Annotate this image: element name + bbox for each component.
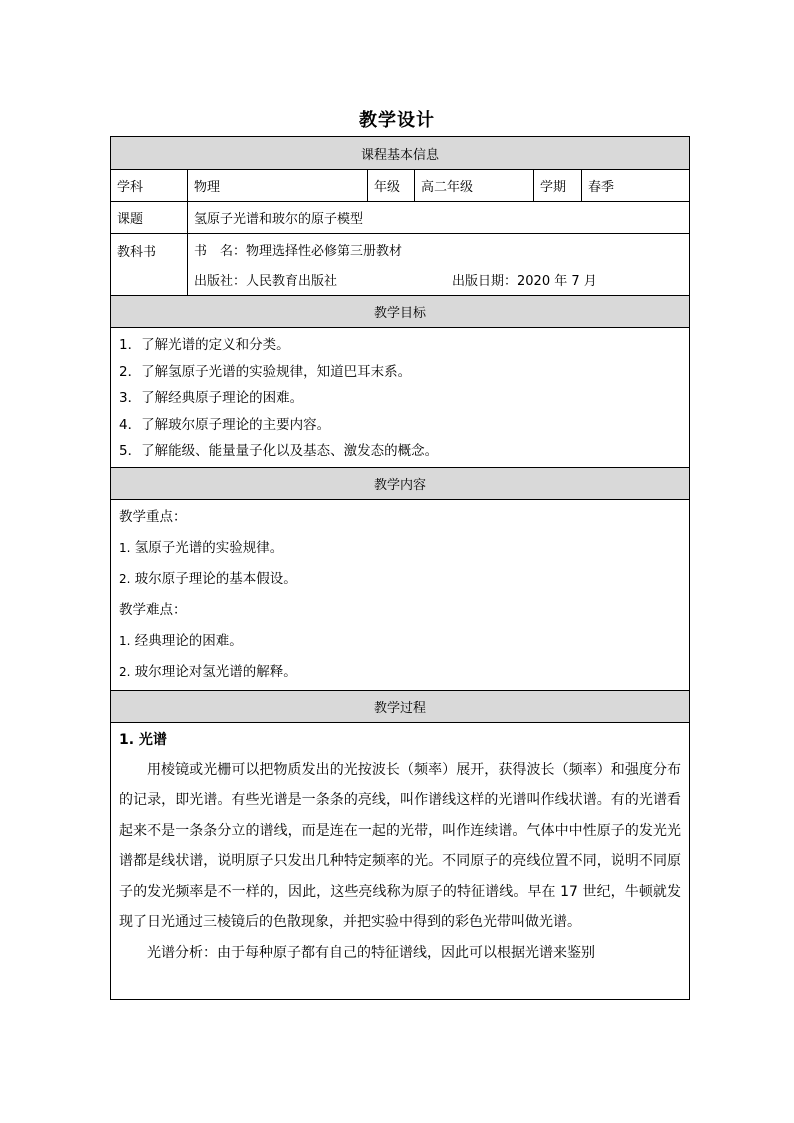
difficult-point-item: 2. 玻尔理论对氢光谱的解释。 — [119, 663, 297, 680]
process-paragraph: 光谱分析：由于每种原子都有自己的特征谱线，因此可以根据光谱来鉴别 — [147, 944, 595, 961]
goal-item: 4．了解玻尔原子理论的主要内容。 — [119, 416, 331, 433]
key-point-item: 2. 玻尔原子理论的基本假设。 — [119, 570, 297, 587]
goal-item: 5．了解能级、能量量子化以及基态、激发态的概念。 — [119, 443, 439, 459]
process-body — [111, 723, 689, 999]
difficult-points-label: 教学难点： — [119, 601, 187, 618]
grade-label: 年级 — [367, 170, 414, 201]
content-list — [111, 500, 689, 690]
goal-item: 3．了解经典原子理论的困难。 — [119, 390, 304, 406]
process-heading: 1. 光谱 — [119, 731, 167, 748]
publisher-line — [194, 265, 683, 295]
term-label: 学期 — [533, 170, 581, 201]
subject-value: 物理 — [187, 170, 367, 201]
info-row-textbook — [111, 233, 689, 295]
goal-item: 1．了解光谱的定义和分类。 — [119, 337, 290, 353]
content-section — [111, 499, 689, 690]
subject-label: 学科 — [117, 180, 144, 195]
key-point-item: 1. 氢原子光谱的实验规律。 — [119, 539, 284, 556]
publish-date: 出版日期：2020 年 7 月 — [452, 274, 597, 289]
textbook-label: 教科书 — [117, 245, 157, 260]
process-paragraph: 用棱镜或光栅可以把物质发出的光按波长（频率）展开，获得波长（频率）和强度分布的记录，即光谱。有些光谱是一条条的亮线，叫作谱线这样的光谱叫作线状谱。有的光谱看起来不是一条条分立的谱线，而是连在一起的光带，叫作连续谱。气体中中性原子的发光光谱都是线状谱，说明原子只发出几种特定频率的光。不同原子的亮线位置不同，说明不同原子的发光频率是不一样的，因此，这些亮线称为原子的特征谱线。早在 17 世纪，牛顿就发现了日光通过三棱镜后的色散现象，并把实验中得到的彩色光带叫做光谱。 — [119, 761, 681, 930]
textbook-details — [187, 234, 689, 295]
topic-label: 课题 — [117, 212, 144, 227]
info-row-subject — [111, 169, 689, 201]
process-section — [111, 722, 689, 999]
grade-value: 高二年级 — [414, 170, 533, 201]
book-name: 书 名：物理选择性必修第三册教材 — [194, 244, 403, 259]
section-header-goals: 教学目标 — [111, 295, 689, 327]
goal-item: 2．了解氢原子光谱的实验规律，知道巴耳末系。 — [119, 363, 412, 380]
goals-section — [111, 327, 689, 467]
info-row-topic — [111, 201, 689, 233]
term-value: 春季 — [581, 170, 689, 201]
goals-list — [111, 328, 689, 467]
section-header-basic-info: 课程基本信息 — [111, 137, 689, 169]
section-header-process: 教学过程 — [111, 690, 689, 722]
topic-value: 氢原子光谱和玻尔的原子模型 — [187, 202, 689, 233]
publisher: 出版社：人民教育出版社 — [194, 274, 338, 289]
lesson-plan-table — [110, 136, 690, 1000]
page-title: 教学设计 — [359, 110, 435, 131]
key-points-label: 教学重点： — [119, 508, 187, 525]
difficult-point-item: 1. 经典理论的困难。 — [119, 632, 243, 649]
section-header-content: 教学内容 — [111, 467, 689, 499]
